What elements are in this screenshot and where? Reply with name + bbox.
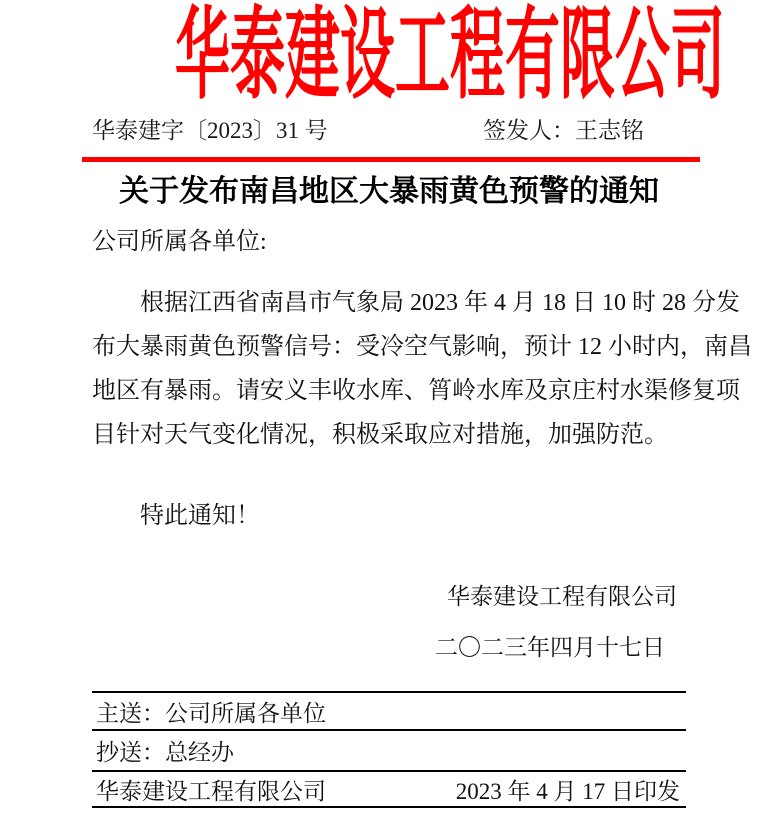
signature-company: 华泰建设工程有限公司 <box>447 584 677 609</box>
letterhead-org-title: 华泰建设工程有限公司 <box>175 0 726 111</box>
notice-body-paragraph <box>92 281 752 457</box>
red-divider-rule <box>82 157 700 162</box>
paragraph-line: 根据江西省南昌市气象局 2023 年 4 月 18 日 10 时 28 分发 <box>140 290 740 316</box>
issuer-name: 华泰建设工程有限公司 <box>96 778 326 804</box>
notice-closing-line: 特此通知！ <box>140 503 260 529</box>
footer-row-copy-send <box>92 731 686 772</box>
copy-send-text: 抄送：总经办 <box>96 740 234 765</box>
paragraph-line: 目针对天气变化情况，积极采取应对措施，加强防范。 <box>92 422 668 448</box>
paragraph-line: 布大暴雨黄色预警信号：受冷空气影响，预计 12 小时内，南昌 <box>92 334 752 360</box>
main-send-text: 主送：公司所属各单位 <box>96 700 326 726</box>
doc-meta-row <box>92 117 678 145</box>
routing-footer-table <box>92 691 686 808</box>
notice-title: 关于发布南昌地区大暴雨黄色预警的通知 <box>119 175 659 208</box>
footer-row-issuer <box>92 772 686 808</box>
doc-number: 华泰建字〔2023〕31 号 <box>92 118 328 143</box>
salutation: 公司所属各单位: <box>92 229 267 255</box>
paragraph-line: 地区有暴雨。请安义丰收水库、筲岭水库及京庄村水渠修复项 <box>92 378 740 404</box>
print-date: 2023 年 4 月 17 日印发 <box>455 778 680 804</box>
footer-row-main-send <box>92 693 686 731</box>
signer-name: 签发人：王志铭 <box>483 118 644 143</box>
signature-date: 二〇二三年四月十七日 <box>435 635 665 660</box>
